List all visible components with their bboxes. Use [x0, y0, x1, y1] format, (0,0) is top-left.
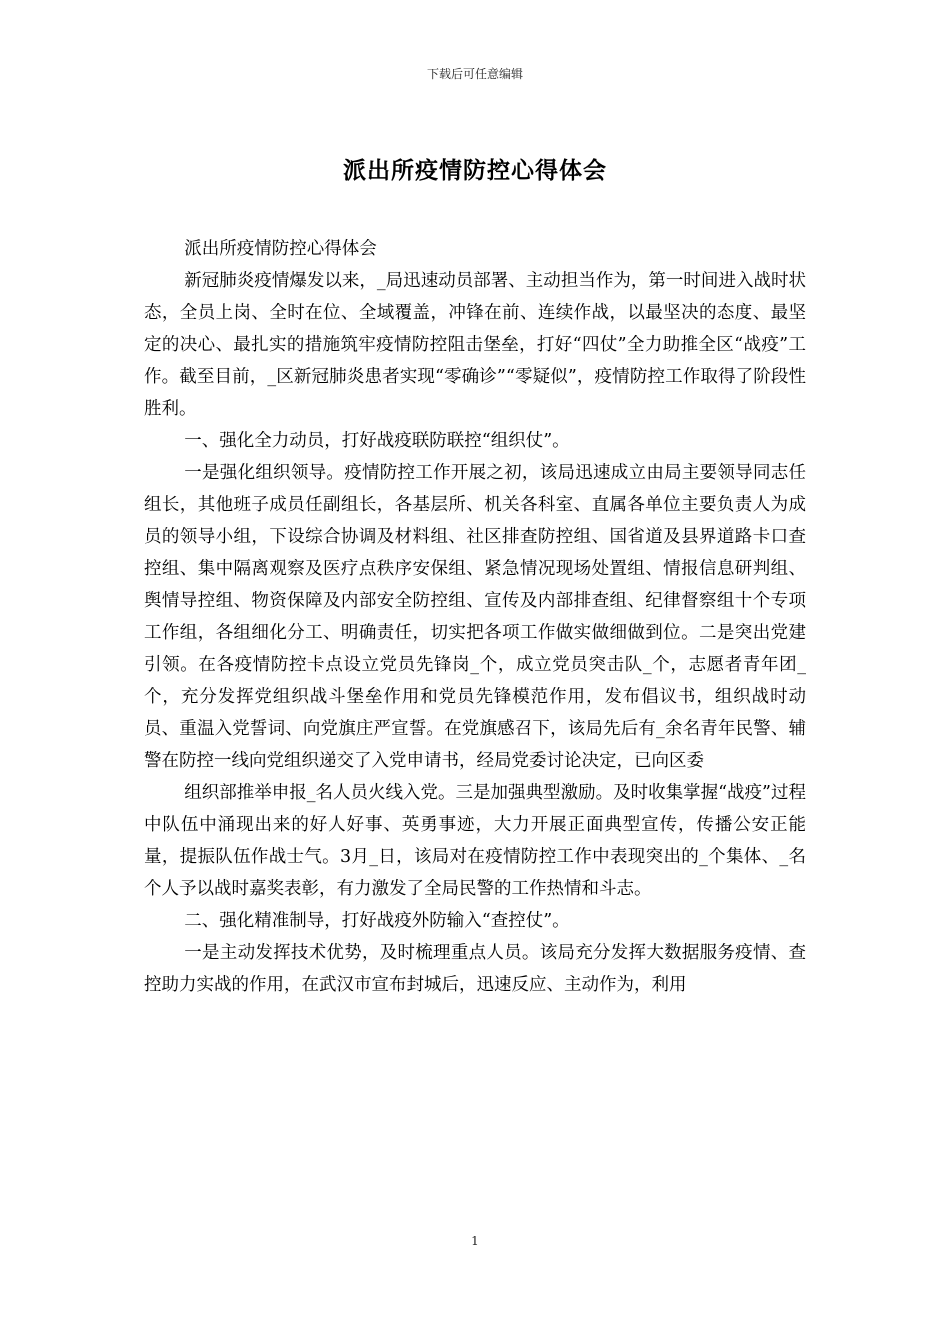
body-paragraph: 组织部推举申报_名人员火线入党。三是加强典型激励。及时收集掌握“战疫”过程中队伍中涌现出来的好人好事、英勇事迹，大力开展正面典型宣传，传播公安正能量，提振队伍作战士气。3月_日，该局对在疫情防控工作中表现突出的_个集体、_名个人予以战时嘉奖表彰，有力激发了全局民警的工作热情和斗志。	[144, 783, 806, 899]
body-paragraph: 新冠肺炎疫情爆发以来，_局迅速动员部署、主动担当作为，第一时间进入战时状态，全员上岗、全时在位、全域覆盖，冲锋在前、连续作战，以最坚决的态度、最坚定的决心、最扎实的措施筑牢疫情防控阻击堡垒，打好“四仗”全力助推全区“战疫”工作。截至目前，_区新冠肺炎患者实现“零确诊”“零疑似”，疫情防控工作取得了阶段性胜利。	[144, 271, 806, 419]
header-note: 下载后可任意编辑	[426, 67, 523, 81]
document-body	[144, 233, 806, 1001]
document-title: 派出所疫情防控心得体会	[343, 157, 607, 184]
body-paragraph: 二、强化精准制导，打好战疫外防输入“查控仗”。	[184, 911, 570, 931]
body-paragraph: 一是强化组织领导。疫情防控工作开展之初，该局迅速成立由局主要领导同志任组长，其他班子成员任副组长，各基层所、机关各科室、直属各单位主要负责人为成员的领导小组，下设综合协调及材料组、社区排查防控组、国省道及县界道路卡口查控组、集中隔离观察及医疗点秩序安保组、紧急情况现场处置组、情报信息研判组、舆情导控组、物资保障及内部安全防控组、宣传及内部排查组、纪律督察组十个专项工作组，各组细化分工、明确责任，切实把各项工作做实做细做到位。二是突出党建引领。在各疫情防控卡点设立党员先锋岗_个，成立党员突击队_个，志愿者青年团_个，充分发挥党组织战斗堡垒作用和党员先锋模范作用，发布倡议书，组织战时动员、重温入党誓词、向党旗庄严宣誓。在党旗感召下，该局先后有_余名青年民警、辅警在防控一线向党组织递交了入党申请书，经局党委讨论决定，已向区委	[144, 463, 806, 771]
page-number: 1	[471, 1234, 479, 1248]
body-paragraph: 派出所疫情防控心得体会	[184, 239, 377, 259]
body-paragraph: 一、强化全力动员，打好战疫联防联控“组织仗”。	[184, 431, 570, 451]
body-paragraph: 一是主动发挥技术优势，及时梳理重点人员。该局充分发挥大数据服务疫情、查控助力实战的作用，在武汉市宣布封城后，迅速反应、主动作为，利用	[144, 943, 806, 995]
